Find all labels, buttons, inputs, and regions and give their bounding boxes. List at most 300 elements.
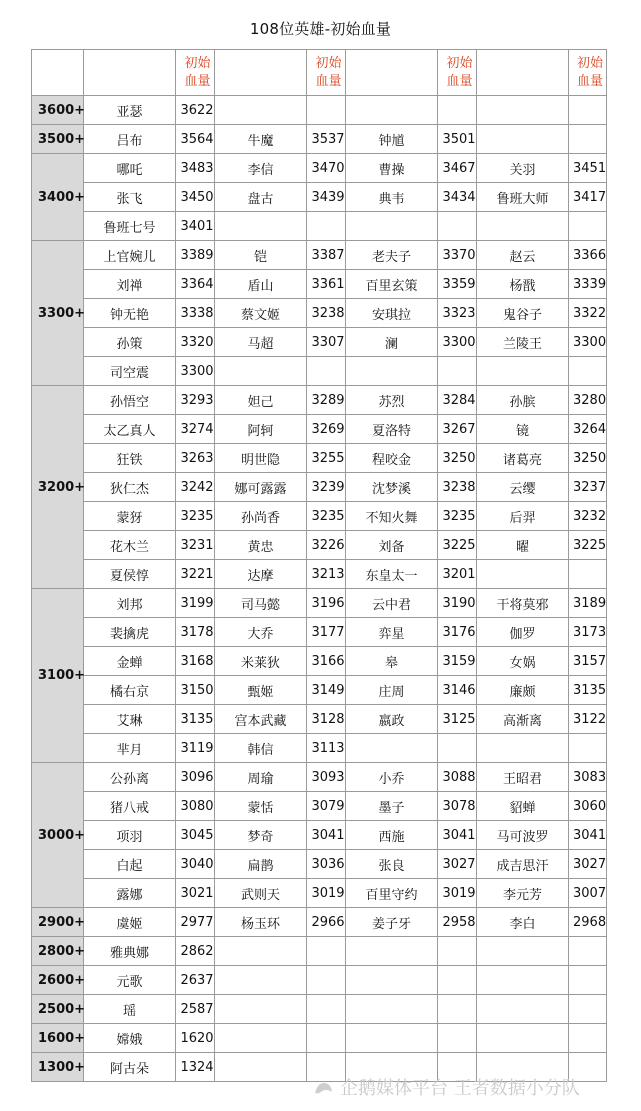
hero-name-cell: 大乔: [215, 618, 307, 647]
hero-hp-cell: [569, 560, 607, 589]
hero-hp-cell: [569, 937, 607, 966]
hero-hp-cell: [569, 96, 607, 125]
hero-hp-cell: 3231: [176, 531, 215, 560]
hero-name-cell: 亚瑟: [84, 96, 176, 125]
page-title: 108位英雄-初始血量: [249, 20, 392, 38]
hero-name-cell: [346, 96, 438, 125]
hero-hp-cell: 3226: [307, 531, 346, 560]
hero-name-cell: [346, 357, 438, 386]
hero-hp-cell: 3284: [438, 386, 477, 415]
table-row: [32, 328, 607, 357]
hero-hp-cell: 3366: [569, 241, 607, 270]
hero-hp-cell: 2587: [176, 995, 215, 1024]
hp-range-label: 3200+: [32, 386, 84, 589]
hero-hp-cell: 3040: [176, 850, 215, 879]
hero-name-cell: 狄仁杰: [84, 473, 176, 502]
table-row: [32, 473, 607, 502]
hp-range-label: 2900+: [32, 908, 84, 937]
hero-name-cell: 公孙离: [84, 763, 176, 792]
hero-name-cell: 成吉思汗: [477, 850, 569, 879]
hero-name-cell: 鬼谷子: [477, 299, 569, 328]
hero-name-cell: 项羽: [84, 821, 176, 850]
hero-hp-cell: 2637: [176, 966, 215, 995]
hero-name-cell: [215, 995, 307, 1024]
hero-hp-cell: 3189: [569, 589, 607, 618]
hero-name-cell: 云缨: [477, 473, 569, 502]
hero-hp-cell: 3088: [438, 763, 477, 792]
hero-hp-cell: [438, 995, 477, 1024]
hero-name-cell: 雅典娜: [84, 937, 176, 966]
table-row: [32, 647, 607, 676]
table-row: [32, 937, 607, 966]
hero-name-cell: 花木兰: [84, 531, 176, 560]
hero-name-cell: 虞姬: [84, 908, 176, 937]
header-hp-label-text: 血量: [446, 73, 473, 89]
hp-range-label: 3600+: [32, 96, 84, 125]
hero-name-cell: 太乙真人: [84, 415, 176, 444]
watermark-text: 企鹅媒体平台 王者数据小分队: [340, 1078, 580, 1099]
hero-name-cell: [215, 937, 307, 966]
table-row: [32, 299, 607, 328]
hero-name-cell: 猪八戒: [84, 792, 176, 821]
hero-hp-cell: 3235: [438, 502, 477, 531]
hp-range-label: 2800+: [32, 937, 84, 966]
hero-hp-table: [31, 49, 607, 1082]
hero-hp-cell: 3201: [438, 560, 477, 589]
table-row: [32, 763, 607, 792]
table-row: [32, 995, 607, 1024]
hero-name-cell: 狂铁: [84, 444, 176, 473]
hero-hp-cell: 3166: [307, 647, 346, 676]
hero-hp-cell: 1620: [176, 1024, 215, 1053]
table-row: [32, 386, 607, 415]
hero-hp-cell: 3176: [438, 618, 477, 647]
hero-name-cell: [477, 995, 569, 1024]
hero-name-cell: 妲己: [215, 386, 307, 415]
hero-hp-cell: [438, 212, 477, 241]
hero-name-cell: [477, 357, 569, 386]
hero-hp-cell: 3045: [176, 821, 215, 850]
header-name-col: [346, 50, 438, 96]
hero-name-cell: 不知火舞: [346, 502, 438, 531]
hero-name-cell: 李白: [477, 908, 569, 937]
header-name-col: [477, 50, 569, 96]
hero-hp-cell: [307, 966, 346, 995]
table-row: [32, 125, 607, 154]
header-hp-label: [438, 50, 477, 96]
hero-hp-cell: 3041: [307, 821, 346, 850]
hp-range-label: 3100+: [32, 589, 84, 763]
hero-hp-cell: 3036: [307, 850, 346, 879]
hero-hp-cell: 3401: [176, 212, 215, 241]
hp-range-label: 1600+: [32, 1024, 84, 1053]
hero-hp-cell: 3007: [569, 879, 607, 908]
table-row: [32, 241, 607, 270]
hp-range-label: 3300+: [32, 241, 84, 386]
hero-name-cell: 露娜: [84, 879, 176, 908]
hero-name-cell: 刘备: [346, 531, 438, 560]
hero-hp-cell: 3537: [307, 125, 346, 154]
table-row: [32, 183, 607, 212]
hero-hp-cell: 3019: [438, 879, 477, 908]
hero-hp-cell: 3322: [569, 299, 607, 328]
hero-hp-cell: 3622: [176, 96, 215, 125]
header-hp-label: [176, 50, 215, 96]
hero-hp-cell: 3269: [307, 415, 346, 444]
hp-range-label: 2600+: [32, 966, 84, 995]
hero-name-cell: 东皇太一: [346, 560, 438, 589]
table-row: [32, 212, 607, 241]
hero-name-cell: 孙悟空: [84, 386, 176, 415]
header-hp-label-text: 初始: [576, 55, 603, 71]
hero-name-cell: [346, 937, 438, 966]
hero-name-cell: 吕布: [84, 125, 176, 154]
hero-name-cell: 黄忠: [215, 531, 307, 560]
header-hp-label-text: 初始: [315, 55, 342, 71]
hero-hp-cell: 3128: [307, 705, 346, 734]
hero-hp-cell: 2977: [176, 908, 215, 937]
hero-hp-cell: 3255: [307, 444, 346, 473]
hero-hp-cell: 3225: [438, 531, 477, 560]
hero-hp-cell: 3083: [569, 763, 607, 792]
hero-hp-cell: 3146: [438, 676, 477, 705]
hero-hp-cell: 3027: [438, 850, 477, 879]
hero-hp-cell: [438, 357, 477, 386]
hero-name-cell: 马可波罗: [477, 821, 569, 850]
hero-hp-cell: 3467: [438, 154, 477, 183]
hero-name-cell: 金蝉: [84, 647, 176, 676]
hero-hp-cell: 3096: [176, 763, 215, 792]
hero-name-cell: 程咬金: [346, 444, 438, 473]
hero-hp-cell: 3439: [307, 183, 346, 212]
table-row: [32, 444, 607, 473]
hero-hp-cell: 3417: [569, 183, 607, 212]
hero-name-cell: 镜: [477, 415, 569, 444]
hero-hp-cell: 3250: [569, 444, 607, 473]
table-row: [32, 560, 607, 589]
hero-hp-cell: [569, 734, 607, 763]
hero-name-cell: 阿轲: [215, 415, 307, 444]
hero-name-cell: 曹操: [346, 154, 438, 183]
hero-hp-cell: 1324: [176, 1053, 215, 1082]
hero-name-cell: 姜子牙: [346, 908, 438, 937]
hero-name-cell: [215, 1024, 307, 1053]
hero-name-cell: 米莱狄: [215, 647, 307, 676]
table-row: [32, 734, 607, 763]
hero-hp-cell: 3135: [569, 676, 607, 705]
hero-name-cell: 干将莫邪: [477, 589, 569, 618]
hero-name-cell: 苏烈: [346, 386, 438, 415]
hero-name-cell: 白起: [84, 850, 176, 879]
table-row: [32, 270, 607, 299]
hero-hp-cell: 3178: [176, 618, 215, 647]
hero-name-cell: [215, 357, 307, 386]
hero-hp-cell: [569, 1024, 607, 1053]
hero-name-cell: 貂蝉: [477, 792, 569, 821]
hero-hp-cell: [307, 96, 346, 125]
hp-range-label: 3500+: [32, 125, 84, 154]
hero-hp-cell: 3307: [307, 328, 346, 357]
hero-hp-cell: 3370: [438, 241, 477, 270]
hero-name-cell: 瑶: [84, 995, 176, 1024]
hero-hp-cell: 3019: [307, 879, 346, 908]
hero-hp-cell: 3274: [176, 415, 215, 444]
hero-hp-cell: 3079: [307, 792, 346, 821]
hero-name-cell: 扁鹊: [215, 850, 307, 879]
hero-hp-cell: 2966: [307, 908, 346, 937]
hero-name-cell: [477, 560, 569, 589]
header-name-col: [215, 50, 307, 96]
hero-name-cell: 庄周: [346, 676, 438, 705]
hero-hp-cell: 3213: [307, 560, 346, 589]
hero-hp-cell: [438, 1024, 477, 1053]
hero-name-cell: 李元芳: [477, 879, 569, 908]
hero-hp-cell: 3450: [176, 183, 215, 212]
hero-name-cell: [346, 1024, 438, 1053]
hero-name-cell: [477, 734, 569, 763]
hero-name-cell: 司空震: [84, 357, 176, 386]
hero-name-cell: 女娲: [477, 647, 569, 676]
hero-name-cell: 嬴政: [346, 705, 438, 734]
table-row: [32, 1024, 607, 1053]
hp-range-label: 1300+: [32, 1053, 84, 1082]
hero-hp-cell: 3027: [569, 850, 607, 879]
hero-hp-cell: 3361: [307, 270, 346, 299]
hero-name-cell: 李信: [215, 154, 307, 183]
hero-hp-cell: 3267: [438, 415, 477, 444]
hero-name-cell: 蒙恬: [215, 792, 307, 821]
hero-hp-cell: 3242: [176, 473, 215, 502]
hero-name-cell: 百里玄策: [346, 270, 438, 299]
table-row: [32, 676, 607, 705]
hero-name-cell: 高渐离: [477, 705, 569, 734]
hero-name-cell: 韩信: [215, 734, 307, 763]
hero-hp-cell: 3239: [307, 473, 346, 502]
hero-name-cell: 百里守约: [346, 879, 438, 908]
hero-hp-cell: [307, 995, 346, 1024]
table-row: [32, 154, 607, 183]
hero-name-cell: 澜: [346, 328, 438, 357]
hero-hp-cell: 3451: [569, 154, 607, 183]
hero-name-cell: 安琪拉: [346, 299, 438, 328]
hero-name-cell: 娜可露露: [215, 473, 307, 502]
hero-hp-cell: 3080: [176, 792, 215, 821]
hero-hp-cell: [569, 212, 607, 241]
hero-name-cell: 孙膑: [477, 386, 569, 415]
hero-name-cell: 墨子: [346, 792, 438, 821]
hero-hp-cell: 3168: [176, 647, 215, 676]
hero-hp-cell: 3359: [438, 270, 477, 299]
hero-hp-cell: 3238: [307, 299, 346, 328]
hero-name-cell: 盘古: [215, 183, 307, 212]
header-corner: [32, 50, 84, 96]
hero-hp-cell: 3387: [307, 241, 346, 270]
hero-name-cell: 蒙犽: [84, 502, 176, 531]
hero-hp-cell: 3190: [438, 589, 477, 618]
hero-name-cell: 弈星: [346, 618, 438, 647]
hero-name-cell: 芈月: [84, 734, 176, 763]
hero-name-cell: 宫本武藏: [215, 705, 307, 734]
hero-hp-cell: [307, 1024, 346, 1053]
hero-name-cell: 甄姬: [215, 676, 307, 705]
hero-hp-cell: 3338: [176, 299, 215, 328]
hero-name-cell: 沈梦溪: [346, 473, 438, 502]
hero-name-cell: [215, 212, 307, 241]
hero-name-cell: 伽罗: [477, 618, 569, 647]
hero-hp-cell: 3300: [569, 328, 607, 357]
hero-name-cell: 孙尚香: [215, 502, 307, 531]
hero-name-cell: 阿古朵: [84, 1053, 176, 1082]
hero-hp-cell: 3041: [569, 821, 607, 850]
header-hp-label: [307, 50, 346, 96]
hero-name-cell: 武则天: [215, 879, 307, 908]
table-row: [32, 705, 607, 734]
hero-name-cell: 鲁班七号: [84, 212, 176, 241]
hero-name-cell: 达摩: [215, 560, 307, 589]
hero-name-cell: 老夫子: [346, 241, 438, 270]
hero-hp-cell: 3122: [569, 705, 607, 734]
hero-name-cell: 艾琳: [84, 705, 176, 734]
hero-hp-cell: 3339: [569, 270, 607, 299]
hero-hp-cell: [569, 966, 607, 995]
hero-hp-cell: 3150: [176, 676, 215, 705]
hero-name-cell: 廉颇: [477, 676, 569, 705]
hero-name-cell: 典韦: [346, 183, 438, 212]
hero-hp-cell: 3125: [438, 705, 477, 734]
hero-name-cell: 张良: [346, 850, 438, 879]
hero-name-cell: 赵云: [477, 241, 569, 270]
hero-name-cell: 盾山: [215, 270, 307, 299]
header-name-col: [84, 50, 176, 96]
table-row: [32, 966, 607, 995]
hero-name-cell: 明世隐: [215, 444, 307, 473]
hero-hp-cell: 3264: [569, 415, 607, 444]
hero-hp-cell: 3221: [176, 560, 215, 589]
hero-hp-cell: 3232: [569, 502, 607, 531]
hero-name-cell: [477, 125, 569, 154]
table-row: [32, 821, 607, 850]
hero-hp-cell: 3501: [438, 125, 477, 154]
hero-hp-cell: 3119: [176, 734, 215, 763]
hero-hp-cell: [438, 966, 477, 995]
hero-hp-cell: 3293: [176, 386, 215, 415]
hero-hp-cell: 3238: [438, 473, 477, 502]
hero-name-cell: [215, 1053, 307, 1082]
penguin-logo-icon: [312, 1079, 334, 1097]
hero-name-cell: [346, 212, 438, 241]
hero-name-cell: [215, 966, 307, 995]
table-row: [32, 908, 607, 937]
hero-name-cell: 鲁班大师: [477, 183, 569, 212]
hero-hp-cell: 2862: [176, 937, 215, 966]
hero-hp-cell: 3159: [438, 647, 477, 676]
hero-name-cell: [215, 96, 307, 125]
table-row: [32, 850, 607, 879]
hero-name-cell: 牛魔: [215, 125, 307, 154]
header-hp-label-text: 血量: [315, 73, 342, 89]
hero-hp-cell: [307, 212, 346, 241]
hero-hp-cell: [569, 125, 607, 154]
hero-hp-cell: 3196: [307, 589, 346, 618]
hero-name-cell: [477, 96, 569, 125]
table-body: [32, 50, 607, 1082]
hero-hp-cell: 3149: [307, 676, 346, 705]
header-hp-label-text: 初始: [184, 55, 211, 71]
hero-hp-cell: 3300: [438, 328, 477, 357]
hero-name-cell: 兰陵王: [477, 328, 569, 357]
hero-hp-cell: [307, 357, 346, 386]
hero-hp-cell: [307, 937, 346, 966]
hero-name-cell: 蔡文姬: [215, 299, 307, 328]
hero-name-cell: 上官婉儿: [84, 241, 176, 270]
hero-name-cell: 夏洛特: [346, 415, 438, 444]
table-row: [32, 589, 607, 618]
hero-hp-cell: 3289: [307, 386, 346, 415]
hero-name-cell: [346, 734, 438, 763]
hero-hp-cell: 3250: [438, 444, 477, 473]
table-row: [32, 792, 607, 821]
hero-hp-cell: 3041: [438, 821, 477, 850]
hero-name-cell: [477, 1024, 569, 1053]
hero-name-cell: 周瑜: [215, 763, 307, 792]
table-row: [32, 502, 607, 531]
hp-range-label: 3400+: [32, 154, 84, 241]
hero-name-cell: 曜: [477, 531, 569, 560]
hero-hp-cell: 3060: [569, 792, 607, 821]
hero-hp-cell: 3470: [307, 154, 346, 183]
hero-hp-cell: 3021: [176, 879, 215, 908]
hero-hp-cell: 3225: [569, 531, 607, 560]
hero-name-cell: 马超: [215, 328, 307, 357]
hero-name-cell: 哪吒: [84, 154, 176, 183]
hero-name-cell: 司马懿: [215, 589, 307, 618]
hero-name-cell: 王昭君: [477, 763, 569, 792]
hero-name-cell: 钟无艳: [84, 299, 176, 328]
table-row: [32, 618, 607, 647]
hero-name-cell: 张飞: [84, 183, 176, 212]
hero-name-cell: 孙策: [84, 328, 176, 357]
hero-hp-cell: [438, 96, 477, 125]
hero-hp-cell: 3177: [307, 618, 346, 647]
hero-hp-cell: 2968: [569, 908, 607, 937]
hp-range-label: 2500+: [32, 995, 84, 1024]
hero-name-cell: 梦奇: [215, 821, 307, 850]
hero-name-cell: [346, 966, 438, 995]
hero-hp-cell: 3389: [176, 241, 215, 270]
hero-hp-cell: 3235: [176, 502, 215, 531]
hero-hp-cell: 3564: [176, 125, 215, 154]
hero-name-cell: [477, 966, 569, 995]
hero-hp-cell: 3173: [569, 618, 607, 647]
hero-name-cell: 杨玉环: [215, 908, 307, 937]
hero-hp-cell: 3364: [176, 270, 215, 299]
table-row: [32, 531, 607, 560]
hero-hp-cell: 3078: [438, 792, 477, 821]
hero-hp-cell: 3483: [176, 154, 215, 183]
hero-hp-cell: 3434: [438, 183, 477, 212]
hero-hp-cell: [569, 995, 607, 1024]
hero-hp-cell: 3235: [307, 502, 346, 531]
hero-hp-cell: 3199: [176, 589, 215, 618]
hero-name-cell: 关羽: [477, 154, 569, 183]
hero-name-cell: [477, 937, 569, 966]
table-row: [32, 879, 607, 908]
hero-hp-cell: 3157: [569, 647, 607, 676]
hero-name-cell: [346, 995, 438, 1024]
header-row: [32, 50, 607, 96]
hero-hp-cell: 3300: [176, 357, 215, 386]
hero-hp-cell: 3135: [176, 705, 215, 734]
